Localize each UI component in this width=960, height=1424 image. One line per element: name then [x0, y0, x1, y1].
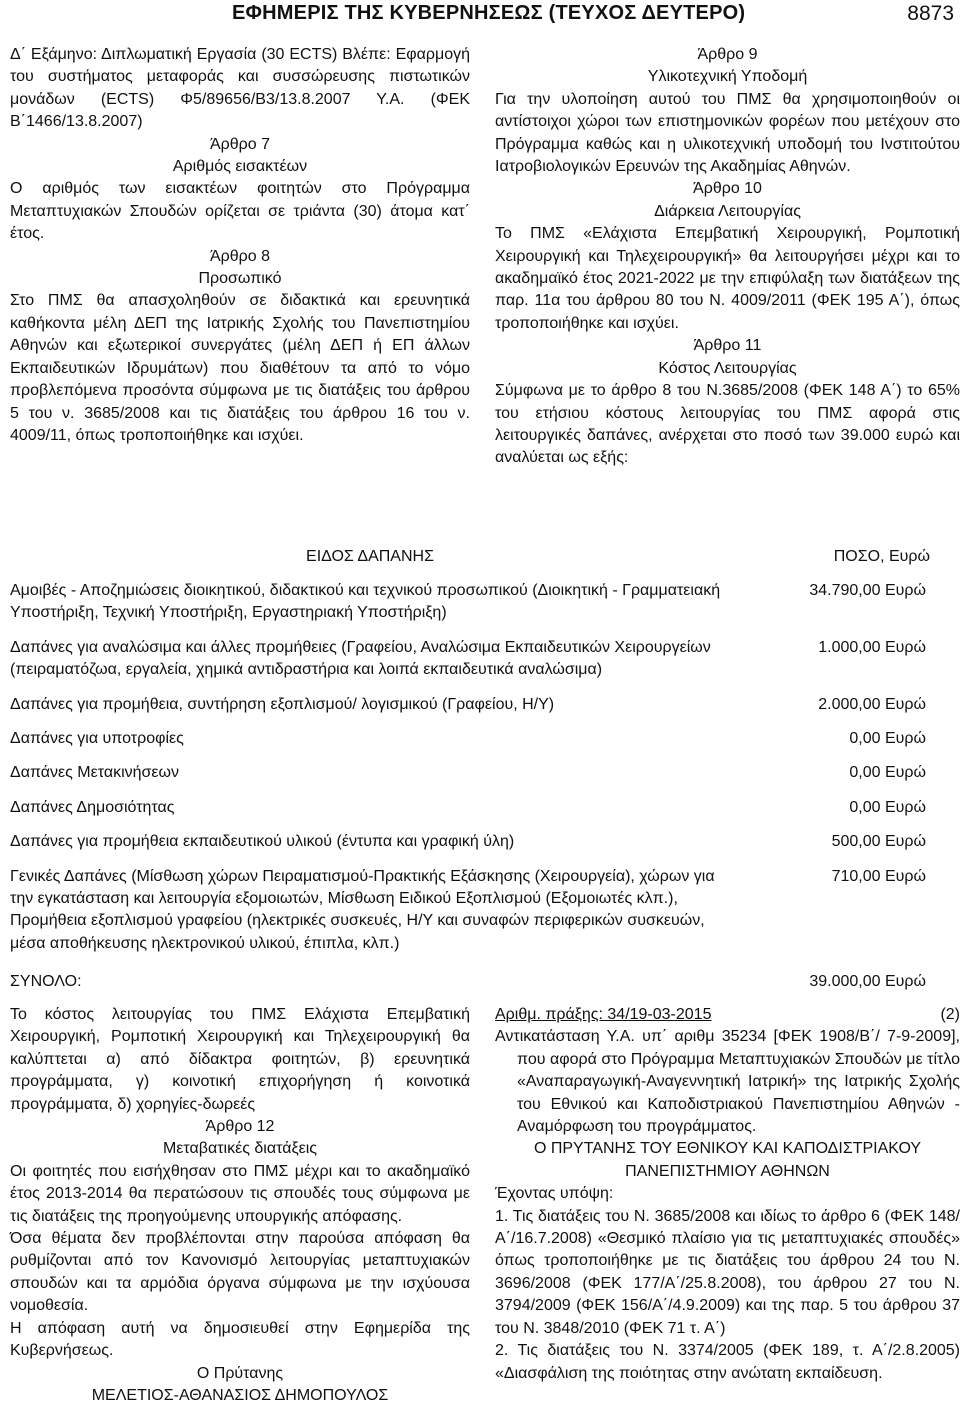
- article-8-title: Προσωπικό: [198, 270, 282, 288]
- expense-amount: 500,00 Ευρώ: [831, 833, 926, 851]
- article-12-paragraph-1: Οι φοιτητές που εισήχθησαν στο ΠΜΣ μέχρι και το ακαδημαϊκό έτος 2013-2014 θα περατώσουν τις σπουδές τους σύμφωνα με τις διατάξεις της προηγούμενης υπουργικής απόφασης.: [10, 1162, 470, 1225]
- expense-description: Γενικές Δαπάνες (Μίσθωση χώρων Πειραματισμού-Πρακτικής Εξάσκησης (Χειρουργεία), χώρων για την εγκατάσταση και λειτουργία εξομοιωτών, Μίσθωση Ειδικού Εξοπλισμού (Εξομοιωτές κλπ.), Προμήθεια εξοπλισμού γραφείου (ηλεκτρικές συσκευές, Η/Υ και συναφών περιφερικών συσκευών, μέσα αποθήκευσης ηλεκτρονικού υλικού, έπιπλα, κλπ.): [10, 867, 715, 952]
- expense-amount-cell: [740, 860, 960, 962]
- decision-sequence: (2): [940, 1006, 960, 1023]
- expense-amount: 0,00 Ευρώ: [849, 730, 926, 748]
- left-column-bottom: [10, 1004, 470, 1407]
- expense-amount: 2.000,00 Ευρώ: [818, 695, 926, 713]
- issuing-authority: Ο ΠΡΥΤΑΝΗΣ ΤΟΥ ΕΘΝΙΚΟΥ ΚΑΙ ΚΑΠΟΔΙΣΤΡΙΑΚΟΥ ΠΑΝΕΠΙΣΤΗΜΙΟΥ ΑΘΗΝΩΝ: [533, 1140, 922, 1180]
- article-11-title: Κόστος Λειτουργίας: [658, 359, 797, 377]
- expense-row: [0, 825, 960, 859]
- expense-description: Αμοιβές - Αποζημιώσεις διοικητικού, διδακτικού και τεχνικού προσωπικού (Διοικητική - Γραμματειακή Υποστήριξη, Τεχνική Υποστήριξη, Εργαστηριακή Υποστήριξη): [10, 582, 721, 622]
- considering-item-2: 2. Τις διατάξεις του Ν. 3374/2005 (ΦΕΚ 189, τ. Α΄/2.8.2005) «Διασφάλιση της ποιότητας στην ανώτατη εκπαίδευση.: [495, 1342, 960, 1382]
- expense-description: Δαπάνες για αναλώσιμα και άλλες προμήθειες (Γραφείου, Αναλώσιμα Εκπαιδευτικών Χειρουργείων (πειραματόζωα, εργαλεία, χημικά αντιδραστήρια και λοιπά εκπαιδευτικά αναλώσιμα): [10, 638, 711, 679]
- article-12-number: Άρθρο 12: [205, 1118, 275, 1136]
- article-7-title: Αριθμός εισακτέων: [172, 158, 308, 176]
- semester-block: Δ΄ Εξάμηνο: Διπλωματική Εργασία (30 ECTS) Βλέπε: Εφαρμογή του συστήματος μεταφοράς και συσσώρευσης πιστωτικών μονάδων (ECTS) Φ5/89656/Β3/13.8.2007 Υ.Α. (ΦΕΚ Β΄1466/13.8.2007): [10, 46, 470, 131]
- expense-table: [0, 540, 960, 1000]
- cost-coverage-text: Το κόστος λειτουργίας του ΠΜΣ Ελάχιστα Επεμβατική Χειρουργική, Ρομποτική Χειρουργική και Τηλεχειρουργική θα καλύπτεται α) από δίδακτρα φοιτητών, β) ερευνητικά προγράμματα, γ) κοινοτική επιχορήγηση ή κοινοτικά προγράμματα, δ) χορηγίες-δωρεές: [10, 1006, 470, 1113]
- considering-item-1: 1. Τις διατάξεις του Ν. 3685/2008 και ιδίως το άρθρο 6 (ΦΕΚ 148/Α΄/16.7.2008) «Θεσμικό πλαίσιο για τις μεταπτυχιακές σπουδές» όπως τροποποιήθηκε με τις διατάξεις του άρθρου 24 του Ν. 3696/2008 (ΦΕΚ 177/Α΄/25.8.2008), του άρθρου 27 του Ν. 3794/2009 (ΦΕΚ 156/Α΄/4.9.2009) και της παρ. 5 του άρθρου 37 του Ν. 3848/2010 (ΦΕΚ 71 τ. Α΄): [495, 1207, 960, 1337]
- expense-amount-cell: [740, 756, 960, 790]
- expense-description: Δαπάνες Μετακινήσεων: [10, 764, 180, 782]
- article-7-text: Ο αριθμός των εισακτέων φοιτητών στο Πρόγραμμα Μεταπτυχιακών Σπουδών ορίζεται σε τριάντα (30) άτομα κατ΄ έτος.: [10, 180, 470, 243]
- article-11-text: Σύμφωνα με το άρθρο 8 του Ν.3685/2008 (ΦΕΚ 148 Α΄) το 65% του ετήσιου κόστους λειτουργίας του ΠΜΣ αφορά στις λειτουργικές δαπάνες, ανέρχεται στο ποσό των 39.000 ευρώ και αναλύεται ως εξής:: [495, 382, 960, 467]
- expense-table-header: [0, 540, 960, 574]
- signer-name: ΜΕΛΕΤΙΟΣ-ΑΘΑΝΑΣΙΟΣ ΔΗΜΟΠΟΥΛΟΣ: [91, 1386, 389, 1404]
- article-9-number: Άρθρο 9: [697, 46, 758, 63]
- article-8-text: Στο ΠΜΣ θα απασχοληθούν σε διδακτικά και ερευνητικά καθήκοντα μέλη ΔΕΠ της Ιατρικής Σχολής του Πανεπιστημίου Αθηνών και εξωτερικοί συνεργάτες (μέλη ΔΕΠ ή ΕΠ άλλων Εκπαιδευτικών Ιδρυμάτων) που διαθέτουν τα από το νόμο προβλεπόμενα προσόντα σύμφωνα με τις διατάξεις του άρθρου 5 του ν. 3685/2008 και τις διατάξεις του άρθρου 16 του ν. 4009/11, όπως τροποποιήθηκε και ισχύει.: [10, 292, 470, 444]
- expense-row: [0, 688, 960, 722]
- article-10-number: Άρθρο 10: [693, 180, 762, 198]
- expense-amount: 710,00 Ευρώ: [831, 867, 926, 885]
- article-9-title: Υλικοτεχνική Υποδομή: [647, 68, 808, 86]
- expense-amount-cell: [740, 791, 960, 825]
- gazette-title: ΕΦΗΜΕΡΙΣ ΤΗΣ ΚΥΒΕΡΝΗΣΕΩΣ (ΤΕΥΧΟΣ ΔΕΥΤΕΡΟ): [232, 2, 746, 24]
- expense-row: [0, 756, 960, 790]
- article-11-number: Άρθρο 11: [693, 337, 762, 355]
- expense-total-row: [0, 961, 960, 999]
- article-12-paragraph-2: Όσα θέματα δεν προβλέπονται στην παρούσα απόφαση θα ρυθμίζονται από τον Κανονισμό λειτουργίας μεταπτυχιακών σπουδών και τα αρμόδια όργανα σύμφωνα με την ισχύουσα νομοθεσία.: [10, 1230, 470, 1315]
- signer-title: Ο Πρύτανης: [196, 1364, 284, 1382]
- page-number: 8873: [907, 2, 954, 25]
- expense-row: [0, 860, 960, 962]
- expense-amount-cell: [740, 825, 960, 859]
- decision-subject: Αντικατάσταση Υ.Α. υπ΄ αριθμ 35234 [ΦΕΚ 1908/Β΄/ 7-9-2009], που αφορά στο Πρόγραμμα Μεταπτυχιακών Σπουδών με τίτλο «Αναπαραγωγική-Αναγεννητική Ιατρική» της Ιατρικής Σχολής του Εθνικού και Καποδιστριακού Πανεπιστημίου Αθηνών - Αναμόρφωση του προγράμματος.: [495, 1028, 960, 1136]
- expense-amount-cell: [740, 631, 960, 688]
- decision-number: Αριθμ. πράξης: 34/19-03-2015: [495, 1006, 712, 1023]
- expense-row: [0, 631, 960, 688]
- article-12-paragraph-3: Η απόφαση αυτή να δημοσιευθεί στην Εφημερίδα της Κυβερνήσεως.: [10, 1319, 470, 1360]
- total-amount: 39.000,00 Ευρώ: [809, 973, 926, 991]
- left-column-top: [10, 44, 470, 447]
- considering-label: Έχοντας υπόψη:: [495, 1185, 614, 1203]
- page-header: [0, 0, 960, 36]
- article-12-title: Μεταβατικές διατάξεις: [162, 1140, 318, 1158]
- article-10-title: Διάρκεια Λειτουργίας: [654, 202, 801, 220]
- expense-amount-header: ΠΟΣΟ, Ευρώ: [833, 547, 930, 565]
- expense-amount: 0,00 Ευρώ: [849, 798, 926, 816]
- decision-header: [495, 1004, 960, 1026]
- expense-table-wrap: [0, 540, 960, 1000]
- right-column-top: [495, 44, 960, 470]
- expense-row: [0, 574, 960, 631]
- expense-description: Δαπάνες για υποτροφίες: [10, 730, 184, 748]
- expense-amount-cell: [740, 722, 960, 756]
- expense-type-header: ΕΙΔΟΣ ΔΑΠΑΝΗΣ: [306, 547, 434, 565]
- right-column-bottom: [495, 1004, 960, 1385]
- expense-amount: 0,00 Ευρώ: [849, 764, 926, 782]
- expense-row: [0, 791, 960, 825]
- expense-amount-cell: [740, 574, 960, 631]
- article-8-number: Άρθρο 8: [209, 247, 271, 265]
- expense-description: Δαπάνες για προμήθεια, συντήρηση εξοπλισμού/ λογισμικού (Γραφείου, Η/Υ): [10, 695, 555, 713]
- article-9-text: Για την υλοποίηση αυτού του ΠΜΣ θα χρησιμοποιηθούν οι αντίστοιχοι χώροι των επιστημονικών φορέων που μετέχουν στο Πρόγραμμα καθώς και η υλικοτεχνική υποδομή του Ινστιτούτου Ιατροβιολογικών Ερευνών της Ακαδημίας Αθηνών.: [495, 90, 960, 176]
- expense-amount-cell: [740, 688, 960, 722]
- expense-amount: 1.000,00 Ευρώ: [818, 638, 926, 656]
- expense-description: Δαπάνες Δημοσιότητας: [10, 798, 175, 816]
- article-10-text: Το ΠΜΣ «Ελάχιστα Επεμβατική Χειρουργική, Ρομποτική Χειρουργική και Τηλεχειρουργική» θα λειτουργήσει μέχρι και το ακαδημαϊκό έτος 2021-2022 με την επιφύλαξη των διατάξεων της παρ. 11α του άρθρου 80 του Ν. 4009/2011 (ΦΕΚ 195 Α΄), όπως τροποποιήθηκε και ισχύει.: [495, 225, 960, 332]
- article-7-number: Άρθρο 7: [209, 135, 271, 153]
- expense-row: [0, 722, 960, 756]
- expense-amount: 34.790,00 Ευρώ: [809, 582, 926, 599]
- expense-description: Δαπάνες για προμήθεια εκπαιδευτικού υλικού (έντυπα και γραφική ύλη): [10, 833, 515, 851]
- total-label: ΣΥΝΟΛΟ:: [10, 973, 82, 991]
- total-amount-cell: [740, 961, 960, 999]
